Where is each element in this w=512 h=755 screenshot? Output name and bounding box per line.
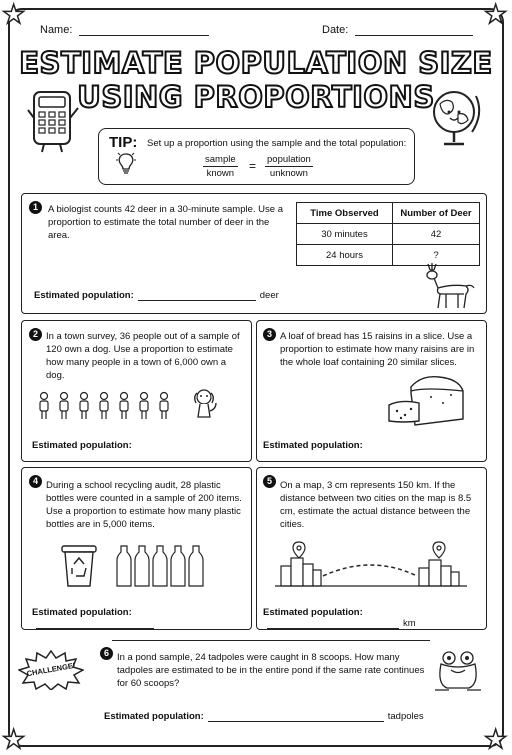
dog-icon xyxy=(190,387,220,421)
page-title-line1: ESTIMATE POPULATION SIZE xyxy=(19,46,493,80)
table-header: Time Observed xyxy=(297,203,393,224)
table-cell: 30 minutes xyxy=(297,224,393,245)
name-field[interactable] xyxy=(40,24,209,36)
table-row xyxy=(297,224,480,245)
answer-label: Estimated population: xyxy=(34,290,134,301)
fraction-sample-known xyxy=(203,154,238,179)
recycle-bin-icon xyxy=(58,540,100,590)
fraction-population-unknown xyxy=(265,154,313,179)
challenge-label: CHALLENGE! xyxy=(25,660,76,679)
answer-line[interactable] xyxy=(32,607,251,629)
name-label: Name: xyxy=(40,24,73,36)
problem-number: 2 xyxy=(29,328,42,341)
table-header: Number of Deer xyxy=(393,203,480,224)
problem-number: 6 xyxy=(100,647,113,660)
answer-line[interactable] xyxy=(263,440,486,462)
problem-number: 3 xyxy=(263,328,276,341)
answer-label: Estimated population: xyxy=(32,440,132,451)
problem-text: A loaf of bread has 15 raisins in a slice. Use a proportion to estimate how many raisins are in the whole loaf containing 20 similar slices. xyxy=(280,331,475,368)
bread-icon xyxy=(385,373,475,431)
problem-4-card xyxy=(21,467,252,630)
equals-sign: = xyxy=(249,159,257,173)
page-title-line2: USING PROPORTIONS xyxy=(77,80,435,114)
answer-line[interactable] xyxy=(34,290,279,301)
answer-label: Estimated population: xyxy=(263,440,363,451)
fraction-numerator: sample xyxy=(205,154,236,165)
problem-5-card xyxy=(256,467,487,630)
tip-text: Set up a proportion using the sample and the total population: xyxy=(147,138,407,149)
table-cell: 42 xyxy=(393,224,480,245)
problem-number: 4 xyxy=(29,475,42,488)
date-label: Date: xyxy=(322,24,349,36)
observation-table xyxy=(296,202,480,266)
answer-unit: km xyxy=(403,618,416,629)
problem-text: During a school recycling audit, 28 plastic bottles were counted in a sample of 200 items. Use a proportion to estimate how many plastic bottles are in 5,000 items. xyxy=(46,480,242,530)
fraction-denominator: known xyxy=(206,168,235,179)
star-icon: ★ xyxy=(484,0,508,30)
answer-unit: deer xyxy=(259,290,279,301)
answer-label: Estimated population: xyxy=(32,607,132,618)
problem-text: A biologist counts 42 deer in a 30-minute sample. Use a proportion to estimate the total number of deer in the area. xyxy=(48,204,283,241)
star-icon: ★ xyxy=(2,725,26,755)
table-cell: 24 hours xyxy=(297,245,393,266)
deer-icon xyxy=(418,260,482,312)
fraction-denominator: unknown xyxy=(269,168,308,179)
problem-text: On a map, 3 cm represents 150 km. If the distance between two cities on the map is 8.5 cm, estimate the actual distance between the cities. xyxy=(280,480,472,530)
frog-icon xyxy=(433,648,483,694)
problem-1-card xyxy=(21,193,487,314)
tip-label: TIP: xyxy=(109,134,138,151)
answer-line[interactable] xyxy=(104,711,424,722)
bottle-icon xyxy=(116,544,206,588)
problem-text: In a pond sample, 24 tadpoles were caught in 8 scoops. How many tadpoles are estimated to be in the entire pond if the same rate continues for 60 scoops? xyxy=(117,652,425,689)
star-icon: ★ xyxy=(484,725,508,755)
answer-line[interactable] xyxy=(263,607,486,629)
star-icon: ★ xyxy=(2,0,26,30)
problem-3-card xyxy=(256,320,487,462)
city-icon xyxy=(271,540,471,590)
table-cell: ? xyxy=(393,245,480,266)
calculator-icon xyxy=(26,88,84,154)
problem-2-card xyxy=(21,320,252,462)
fraction-numerator: population xyxy=(267,154,311,165)
problem-number: 5 xyxy=(263,475,276,488)
problem-text: In a town survey, 36 people out of a sample of 120 own a dog. Use a proportion to estimate how many people in a town of 6,000 own a dog. xyxy=(46,331,240,381)
answer-line[interactable] xyxy=(32,440,251,462)
answer-label: Estimated population: xyxy=(104,711,204,722)
tip-box xyxy=(98,128,415,185)
problem-number: 1 xyxy=(29,201,42,214)
challenge-divider xyxy=(112,640,430,641)
lightbulb-icon xyxy=(115,151,137,177)
people-icon xyxy=(36,391,196,421)
globe-icon xyxy=(426,84,486,154)
answer-label: Estimated population: xyxy=(263,607,363,618)
answer-unit: tadpoles xyxy=(387,711,424,722)
date-field[interactable] xyxy=(322,24,473,36)
